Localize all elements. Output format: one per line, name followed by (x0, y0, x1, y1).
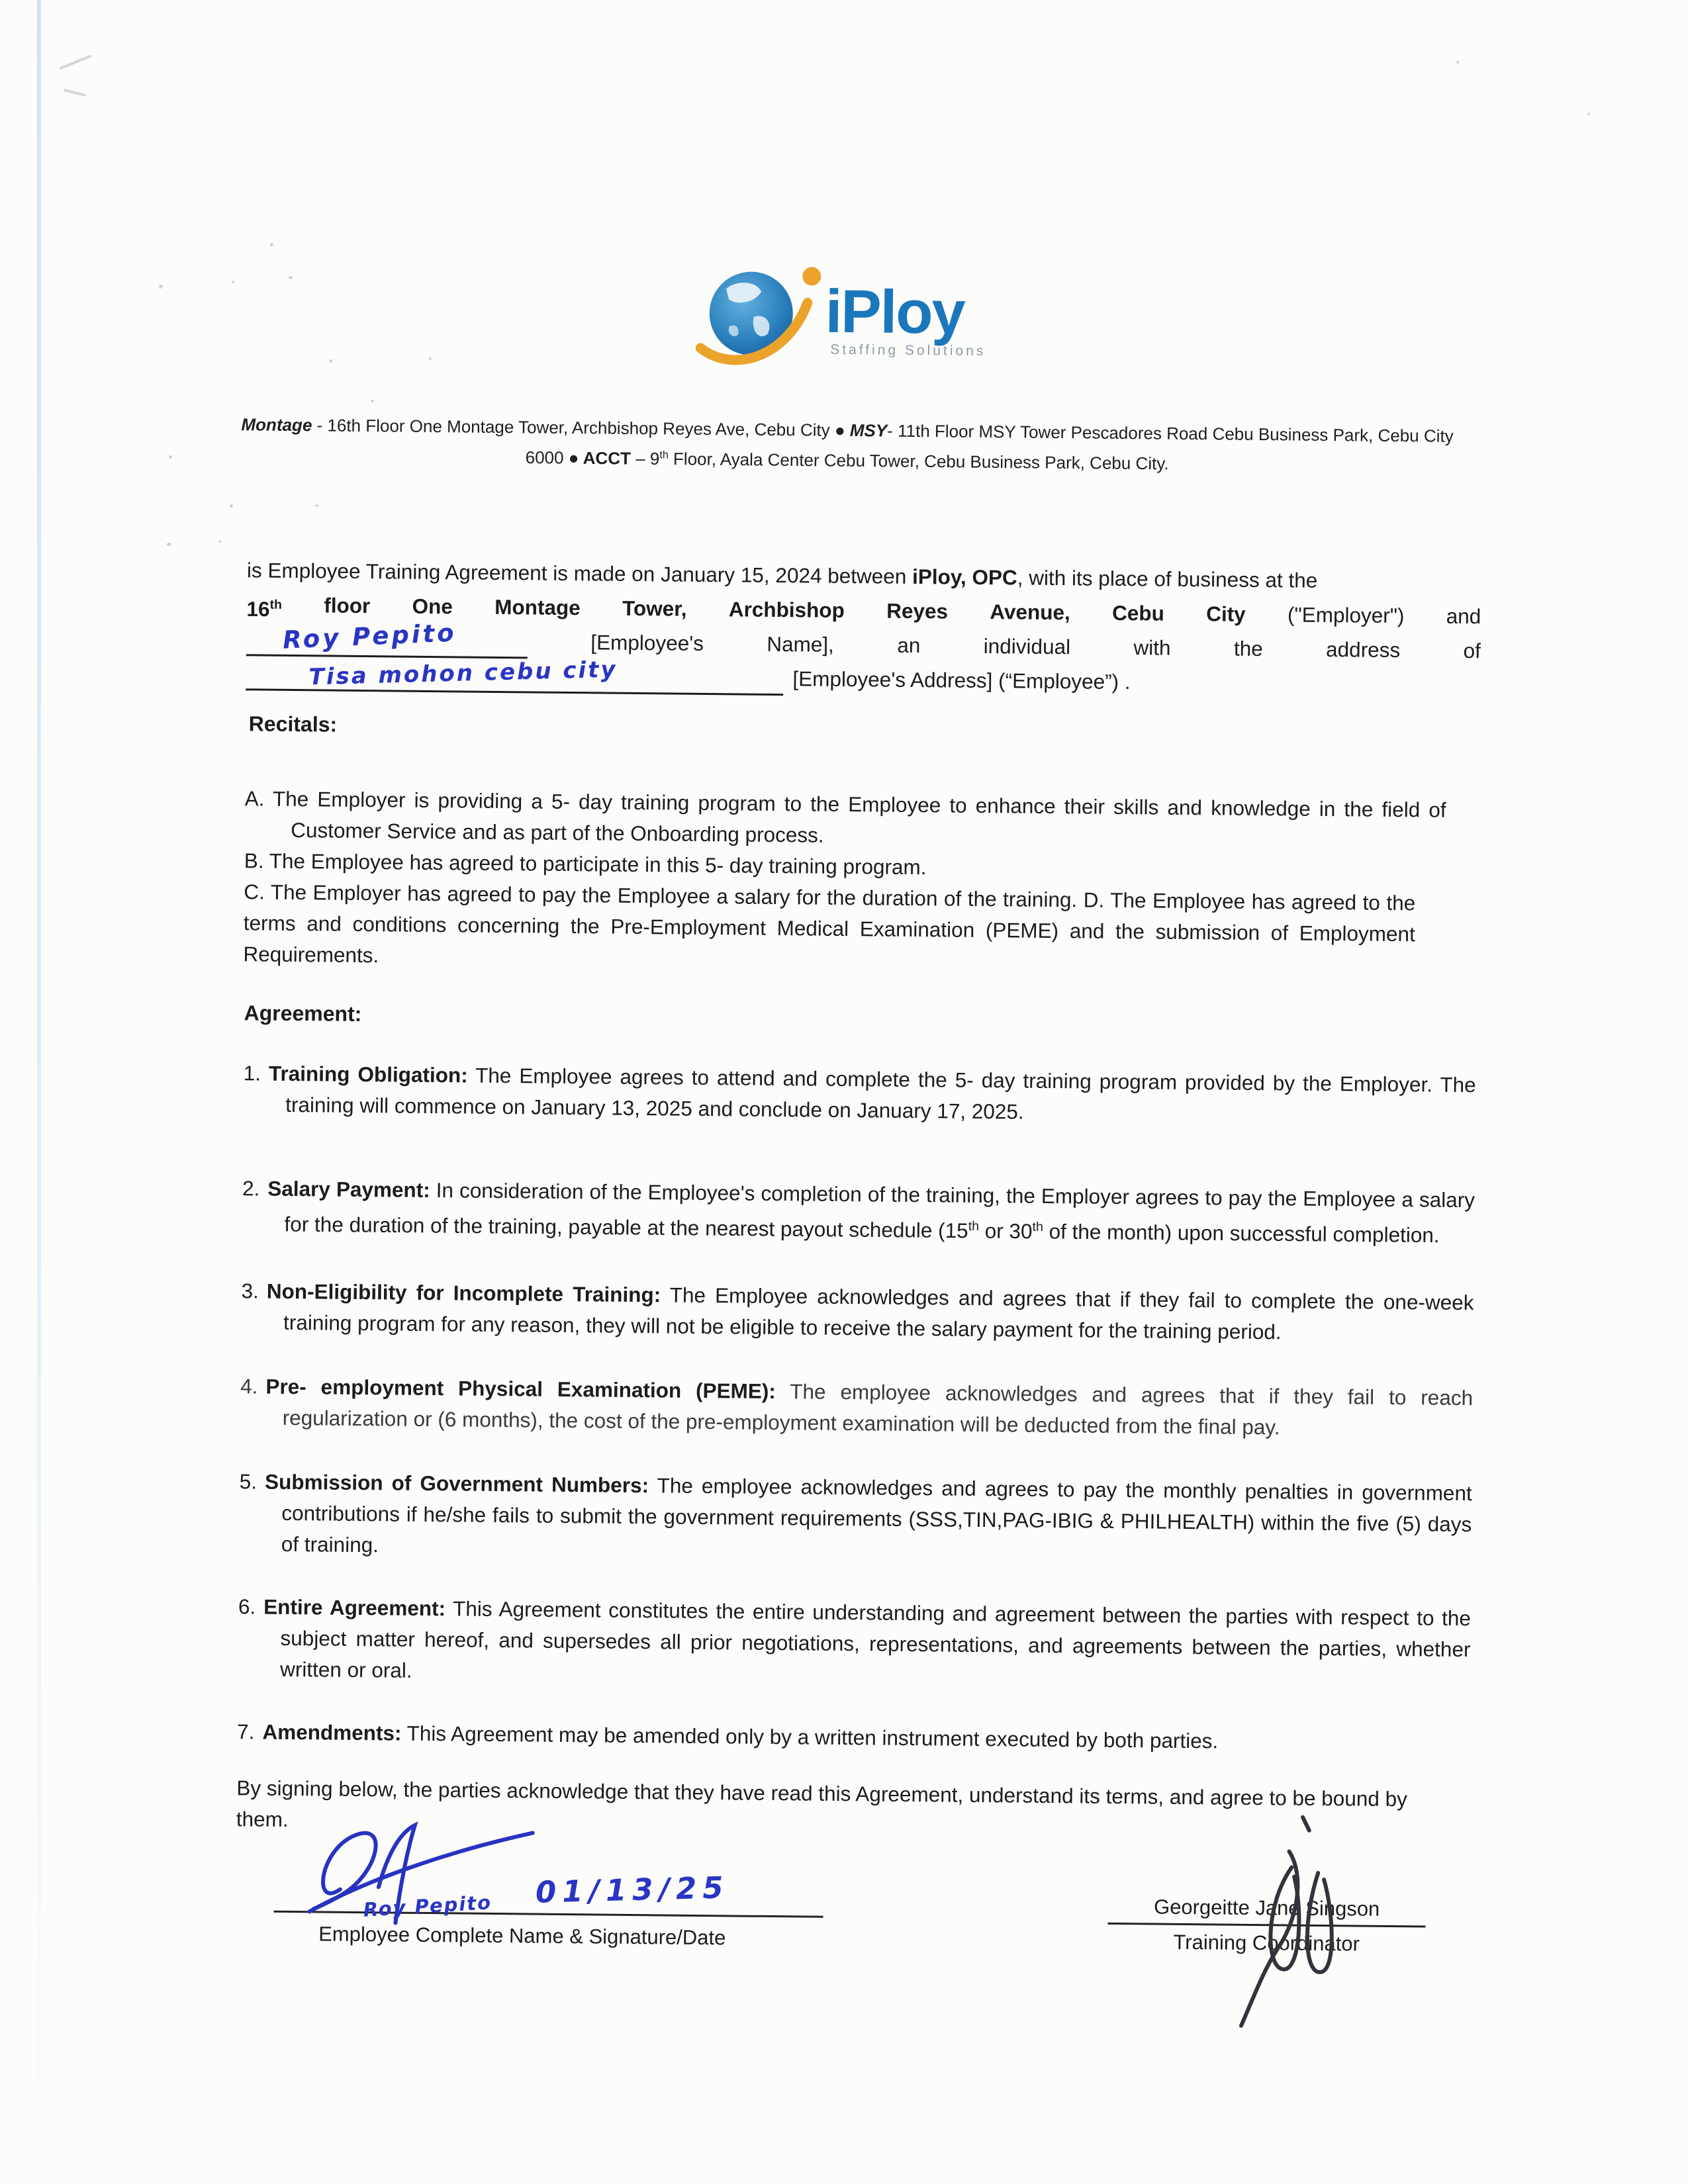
bullet-icon: ● (834, 420, 845, 440)
item-number: 4. (240, 1374, 258, 1398)
employer-designation: ("Employer") (1287, 602, 1405, 627)
item-number: 2. (242, 1175, 260, 1201)
employee-signature-block (273, 1850, 823, 1951)
item-body: In consideration of the Employee's completion of the training, the Employer agrees to pay the Employee a salary for the duration of the training, payable at the nearest payout schedule (15 (284, 1177, 1476, 1242)
address-superscript: th (659, 449, 669, 461)
item-title: Amendments: (262, 1719, 402, 1745)
intro-line-3: Roy Pepito [Employee's Name], an individual with the address of (246, 621, 1481, 668)
item-number: 7. (236, 1719, 255, 1744)
office-address-header (231, 411, 1463, 480)
recitals-heading: Recitals: (248, 711, 338, 737)
closing-statement: By signing below, the parties acknowledge that they have read this Agreement, understand its terms, and agree to be bound by them. (236, 1776, 1408, 1832)
intro-line-2: 16th floor One Montage Tower, Archbishop Reyes Avenue, Cebu City ("Employer") and (246, 587, 1481, 633)
item-title: Pre- employment Physical Examination (PEME): (265, 1374, 776, 1404)
coordinator-title: Training Coordinator (1173, 1931, 1360, 1956)
logo-tagline-text: Staffing Solutions (830, 341, 986, 359)
address-msy-label: MSY (845, 420, 888, 441)
logo-brand-text: iPloy (825, 277, 965, 347)
item-title: Non-Eligibility for Incomplete Training: (266, 1279, 661, 1307)
agreement-item-3 (241, 1275, 1474, 1349)
item-body: This Agreement may be amended only by a written instrument executed by both parties. (401, 1721, 1219, 1753)
coordinator-signature-block (1107, 1858, 1426, 1957)
coordinator-name: Georgeitte Jane Singson (1107, 1895, 1425, 1928)
employee-address-blank[interactable] (246, 658, 783, 696)
employee-name-blank[interactable] (246, 618, 528, 659)
agreement-heading: Agreement: (244, 1000, 362, 1026)
employee-designation: [Employee's Address] (“Employee”) . (792, 666, 1131, 694)
item-title: Submission of Government Numbers: (264, 1469, 649, 1498)
item-title: Training Obligation: (268, 1061, 468, 1087)
item-number: 6. (238, 1594, 256, 1619)
recital-c-d: C. The Employer has agreed to pay the Employee a salary for the duration of the training. D. The Employee has agreed to the terms and conditions concerning the Pre-Employment Medical Examination (PEME) and the submission of Employment Requirements. (243, 879, 1416, 967)
bullet-icon: ● (568, 447, 579, 468)
item-number: 5. (239, 1469, 258, 1494)
item-title: Entire Agreement: (263, 1594, 446, 1621)
address-acct-text2: Floor, Ayala Center Cebu Tower, Cebu Business Park, Cebu City. (668, 449, 1169, 474)
item-body: The employee acknowledges and agrees to pay the monthly penalties in government contributions if he/she fails to submit the government requirements (SSS,TIN,PAG-IBIG & PHILHEALTH) within the five (5) days of training. (281, 1473, 1472, 1557)
company-logo (692, 250, 1005, 369)
recital-b: B. The Employee has agreed to participate in this 5- day training program. (244, 848, 927, 879)
employer-name: iPloy, OPC (912, 564, 1017, 590)
intro-paragraph (246, 553, 1481, 702)
signature-section (273, 1850, 1426, 1957)
address-montage-label: Montage (241, 414, 312, 435)
intro-text: , with its place of business at the (1017, 565, 1318, 592)
item-body: This Agreement constitutes the entire understanding and agreement between the parties with respect to the subject matter hereof, and supersedes all prior negotiations, representations, and agreements between the parties, whether written or oral. (279, 1596, 1472, 1682)
item-body: The Employee acknowledges and agrees that if they fail to complete the one-week training program for any reason, they will not be eligible to receive the salary payment for the training period. (283, 1283, 1474, 1344)
item-body: The employee acknowledges and agrees that if they fail to reach regularization or (6 months), the cost of the pre-employment examination will be deducted from the final pay. (282, 1379, 1474, 1439)
agreement-item-4 (240, 1371, 1473, 1445)
employer-address-bold: 16th (246, 596, 283, 621)
item-number: 1. (243, 1060, 261, 1085)
employee-signature-line[interactable] (274, 1850, 824, 1922)
intro-text: is Employee Training Agreement is made on January 15, 2024 between (246, 557, 913, 588)
item-number: 3. (241, 1279, 259, 1303)
coordinator-signature-icon (1203, 1812, 1357, 2032)
handwritten-employee-name: Roy Pepito (282, 618, 457, 655)
employee-signature-label: Employee Complete Name & Signature/Date (318, 1922, 726, 1950)
agreement-item-5 (239, 1466, 1472, 1571)
address-msy-text: - 11th Floor MSY Tower Pescadores Road Cebu Business Park, Cebu City 6000 (525, 420, 1454, 468)
agreement-item-1 (243, 1058, 1476, 1132)
item-title: Salary Payment: (267, 1176, 430, 1202)
address-montage-text: - 16th Floor One Montage Tower, Archbishop Reyes Ave, Cebu City (312, 415, 835, 440)
item-body: The Employee agrees to attend and complete the 5- day training program provided by the Employer. The training will commence on January 13, 2025 and conclude on January 17, 2025. (285, 1063, 1476, 1124)
handwritten-signature-name: Roy Pepito (362, 1891, 492, 1922)
agreement-item-6 (238, 1591, 1471, 1696)
address-acct-text: – 9 (630, 448, 660, 469)
agreement-items (237, 1058, 1476, 1759)
recital-a: A. The Employer is providing a 5- day training program to the Employee to enhance their skills and knowledge in the field of Customer Service and as part of the Onboarding process. (244, 786, 1446, 847)
address-acct-label: ACCT (579, 447, 632, 469)
agreement-item-7 (237, 1716, 1470, 1759)
recitals-list (243, 783, 1483, 981)
handwritten-signature-date: 01/13/25 (535, 1870, 730, 1910)
agreement-item-2: 2. Salary Payment: In consideration of the Employee's completion of the training, the Employer agrees to pay the Employee a salary for the duration of the training, payable at the nearest payout schedule (15th or 30th of the month) upon successful completion. (242, 1175, 1476, 1247)
globe-icon (692, 250, 1005, 369)
handwritten-employee-address: Tisa mohon cebu city (308, 656, 618, 691)
